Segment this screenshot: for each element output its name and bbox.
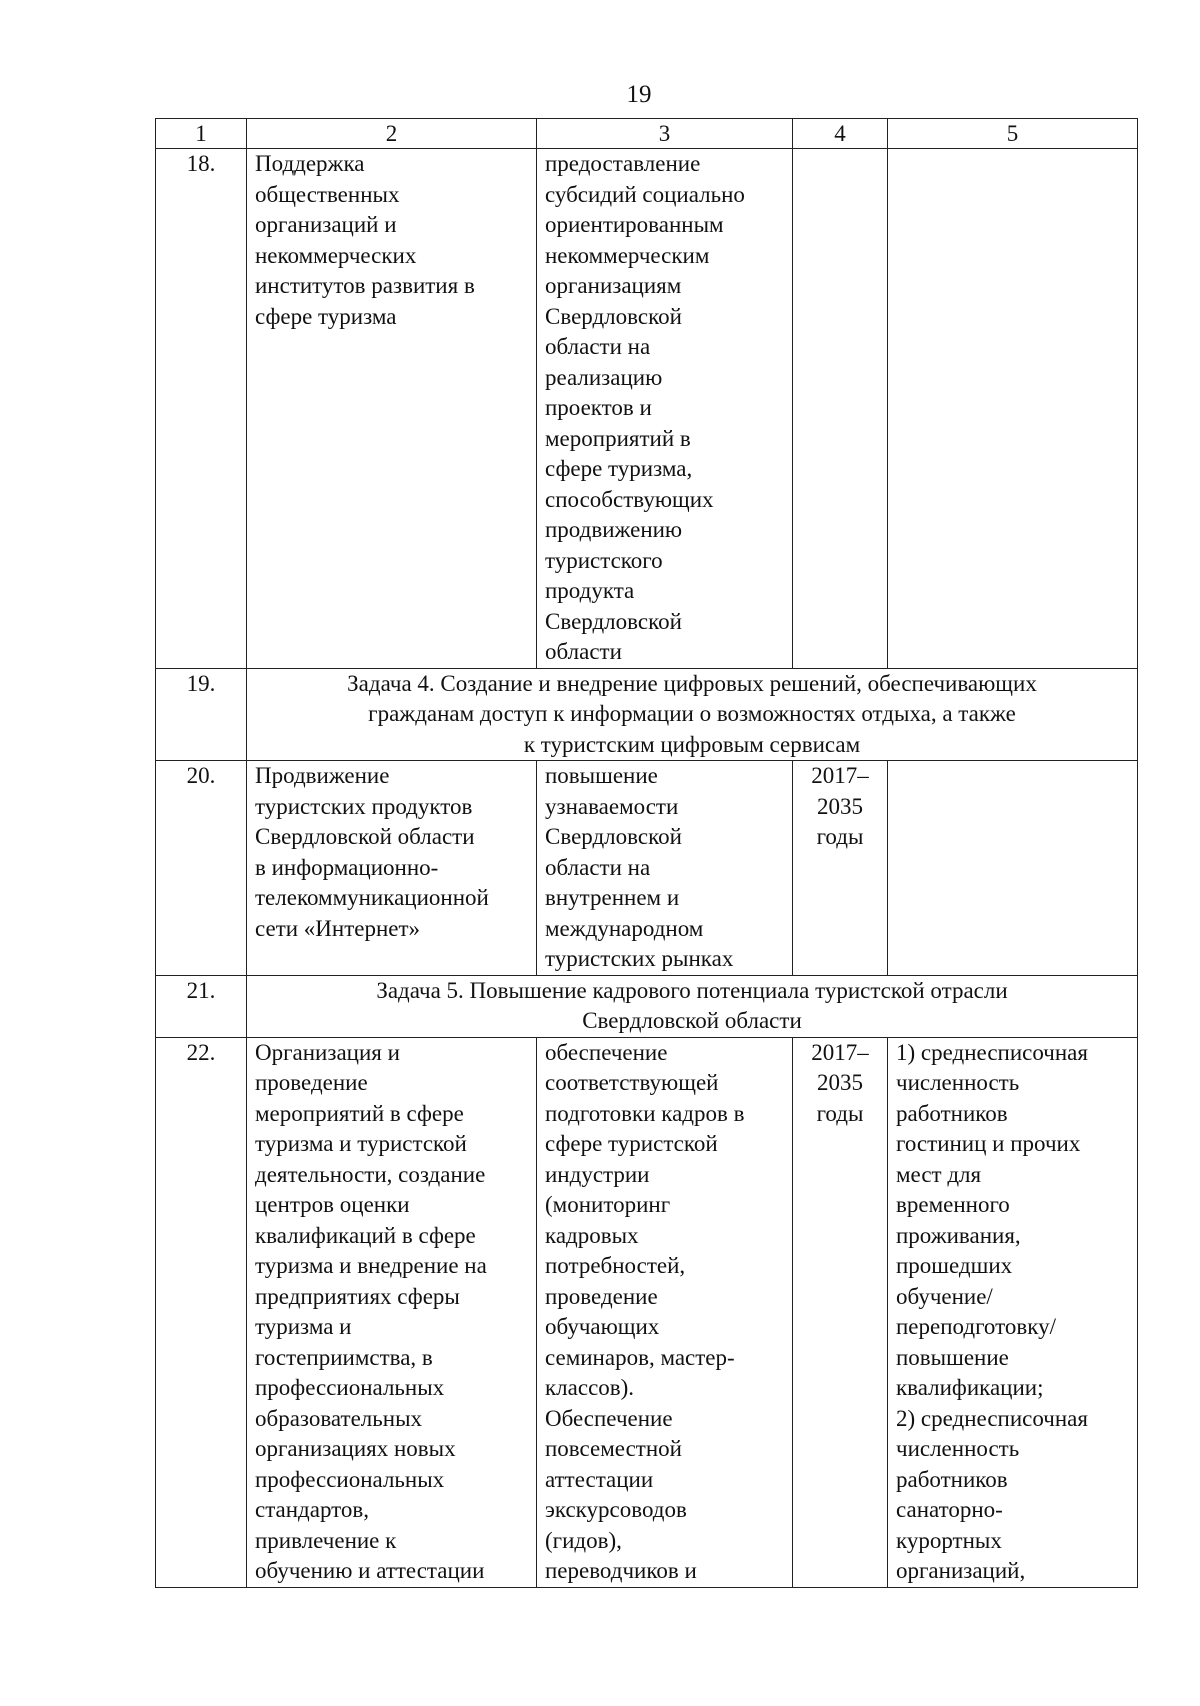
cell-line: сети «Интернет»: [255, 915, 421, 941]
header-cell-5: 5: [888, 119, 1138, 149]
cell-line: туризма и внедрение на: [255, 1253, 487, 1278]
task-row: [156, 668, 1138, 761]
cell-line: временного: [896, 1192, 1010, 1217]
header-cell-2: 2: [247, 119, 537, 149]
cell-line: способствующих: [545, 486, 714, 512]
cell-line: кадровых: [545, 1222, 639, 1248]
cell-line: санаторно-: [896, 1497, 1003, 1522]
measure-name-cell: [247, 1037, 537, 1587]
cell-line: к туристским цифровым сервисам: [523, 731, 861, 757]
cell-line: международном: [545, 915, 704, 941]
cell-line: ориентированным: [545, 212, 724, 237]
cell-line: работников: [896, 1466, 1008, 1492]
cell-line: Задача 4. Создание и внедрение цифровых решений, обеспечивающих: [347, 670, 1037, 696]
cell-line: прошедших: [896, 1253, 1013, 1278]
cell-line: Обеспечение: [545, 1405, 673, 1431]
table-row: [156, 761, 1138, 976]
cell-line: телекоммуникационной: [255, 885, 489, 910]
cell-line: (мониторинг: [545, 1192, 671, 1217]
cell-line: центров оценки: [255, 1192, 410, 1217]
cell-line: классов).: [545, 1375, 635, 1400]
cell-line: мероприятий в: [545, 425, 691, 451]
cell-line: реализацию: [545, 364, 663, 390]
cell-line: квалификации;: [896, 1375, 1044, 1400]
cell-line: проведение: [255, 1070, 368, 1095]
cell-line: туризма и: [255, 1314, 352, 1339]
cell-line: Поддержка: [255, 151, 365, 176]
cell-line: 2035: [817, 1070, 863, 1095]
cell-line: продукта: [545, 578, 635, 603]
cell-line: организациям: [545, 273, 682, 298]
cell-line: годы: [816, 1100, 864, 1126]
header-cell-4: 4: [793, 119, 888, 149]
cell-line: институтов развития в: [255, 273, 475, 298]
cell-line: потребностей,: [545, 1253, 686, 1278]
row-number: 19.: [156, 668, 247, 761]
cell-line: переводчиков и: [545, 1558, 697, 1583]
measures-table: [155, 118, 1138, 1588]
cell-line: сфере туристской: [545, 1131, 718, 1156]
cell-line: Свердловской области: [255, 824, 475, 849]
cell-line: гостиниц и прочих: [896, 1131, 1081, 1156]
measure-content-cell: [537, 761, 793, 976]
table-row: [156, 1037, 1138, 1587]
cell-line: гостеприимства, в: [255, 1344, 433, 1370]
cell-line: проектов и: [545, 395, 652, 420]
cell-line: аттестации: [545, 1466, 654, 1492]
cell-line: 1) среднесписочная: [896, 1039, 1088, 1065]
row-number: 21.: [156, 975, 247, 1037]
cell-line: Свердловской: [545, 608, 682, 634]
cell-line: туристских рынках: [545, 946, 734, 971]
cell-line: 2) среднесписочная: [896, 1405, 1088, 1431]
cell-line: (гидов),: [545, 1527, 622, 1553]
cell-line: 2017–: [811, 1039, 869, 1065]
cell-line: субсидий социально: [545, 181, 745, 207]
cell-line: некоммерческим: [545, 242, 710, 268]
cell-line: предоставление: [545, 151, 701, 176]
measure-name-cell: [247, 149, 537, 669]
cell-line: общественных: [255, 181, 400, 207]
cell-line: обучение/: [896, 1283, 993, 1309]
cell-line: семинаров, мастер-: [545, 1344, 735, 1370]
cell-line: квалификаций в сфере: [255, 1222, 476, 1248]
indicator-cell: [888, 1037, 1138, 1587]
cell-line: повышение: [545, 763, 658, 788]
header-cell-1: 1: [156, 119, 247, 149]
cell-line: повышение: [896, 1344, 1009, 1370]
cell-line: обеспечение: [545, 1039, 668, 1065]
cell-line: организаций и: [255, 212, 397, 237]
task-heading: [247, 975, 1138, 1037]
period-cell: [793, 149, 888, 669]
cell-line: организаций,: [896, 1558, 1026, 1583]
cell-line: соответствующей: [545, 1070, 719, 1095]
cell-line: деятельности, создание: [255, 1161, 486, 1187]
measure-content-cell: [537, 149, 793, 669]
cell-line: 2017–: [811, 763, 869, 788]
cell-line: образовательных: [255, 1405, 423, 1431]
cell-line: сфере туризма,: [545, 456, 693, 481]
task-row: [156, 975, 1138, 1037]
cell-line: привлечение к: [255, 1527, 397, 1553]
cell-line: обучающих: [545, 1314, 660, 1339]
cell-line: экскурсоводов: [545, 1497, 687, 1522]
cell-line: узнаваемости: [545, 793, 679, 819]
cell-line: подготовки кадров в: [545, 1100, 745, 1126]
period-cell: [793, 761, 888, 976]
cell-line: проживания,: [896, 1222, 1021, 1248]
cell-line: Свердловской: [545, 303, 682, 329]
cell-line: области: [545, 639, 622, 664]
cell-line: переподготовку/: [896, 1314, 1056, 1339]
cell-line: курортных: [896, 1527, 1002, 1553]
cell-line: организациях новых: [255, 1436, 456, 1461]
measure-content-cell: [537, 1037, 793, 1587]
cell-line: мест для: [896, 1161, 982, 1187]
cell-line: профессиональных: [255, 1466, 445, 1492]
indicator-cell: [888, 149, 1138, 669]
cell-line: гражданам доступ к информации о возможностях отдыха, а также: [368, 701, 1016, 726]
measure-name-cell: [247, 761, 537, 976]
cell-line: туризма и туристской: [255, 1131, 467, 1156]
period-cell: [793, 1037, 888, 1587]
cell-line: некоммерческих: [255, 242, 417, 268]
cell-line: 2035: [817, 793, 863, 819]
cell-line: профессиональных: [255, 1375, 445, 1400]
cell-line: численность: [896, 1070, 1020, 1095]
cell-line: Свердловской: [545, 824, 682, 849]
task-heading: [247, 668, 1138, 761]
cell-line: Организация и: [255, 1039, 400, 1065]
cell-line: годы: [816, 824, 864, 849]
cell-line: Свердловской области: [582, 1008, 802, 1033]
cell-line: стандартов,: [255, 1497, 370, 1522]
cell-line: Продвижение: [255, 763, 390, 788]
cell-line: продвижению: [545, 517, 683, 542]
cell-line: проведение: [545, 1283, 658, 1309]
cell-line: в информационно-: [255, 854, 439, 880]
table-row: [156, 149, 1138, 669]
row-number: 20.: [156, 761, 247, 976]
cell-line: области на: [545, 334, 651, 359]
cell-line: внутреннем и: [545, 885, 680, 910]
cell-line: обучению и аттестации: [255, 1558, 485, 1583]
row-number: 18.: [156, 149, 247, 669]
page-number: 19: [626, 81, 652, 108]
cell-line: области на: [545, 854, 651, 880]
cell-line: индустрии: [545, 1161, 650, 1187]
cell-line: туристского: [545, 547, 663, 573]
cell-line: сфере туризма: [255, 303, 397, 329]
cell-line: туристских продуктов: [255, 793, 473, 819]
table-header-row: [156, 119, 1138, 149]
cell-line: Задача 5. Повышение кадрового потенциала туристской отрасли: [376, 977, 1008, 1003]
cell-line: повсеместной: [545, 1436, 682, 1461]
cell-line: численность: [896, 1436, 1020, 1461]
cell-line: мероприятий в сфере: [255, 1100, 464, 1126]
header-cell-3: 3: [537, 119, 793, 149]
indicator-cell: [888, 761, 1138, 976]
cell-line: работников: [896, 1100, 1008, 1126]
row-number: 22.: [156, 1037, 247, 1587]
cell-line: предприятиях сферы: [255, 1283, 460, 1309]
